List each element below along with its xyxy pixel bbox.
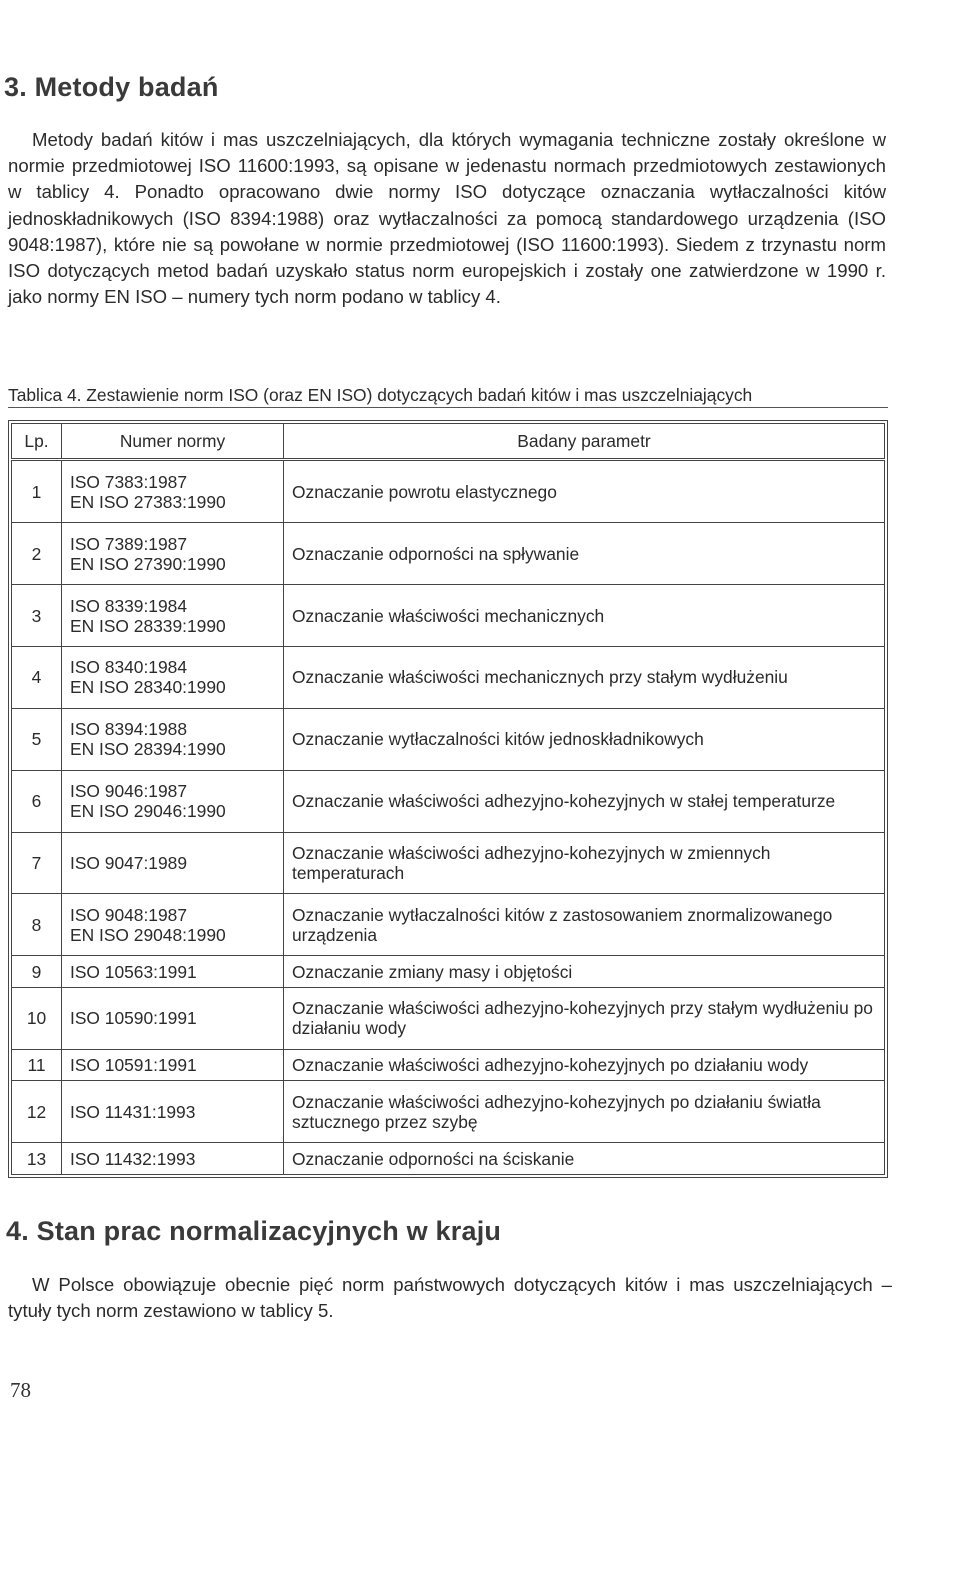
row-numer-normy: ISO 9046:1987 EN ISO 29046:1990 [62,770,284,832]
table-row [12,832,885,894]
row-numer-normy: ISO 11431:1993 [62,1081,284,1143]
table-row [12,647,885,709]
header-lp: Lp. [12,424,62,460]
table-4-caption: Tablica 4. Zestawienie norm ISO (oraz EN ISO) dotyczących badań kitów i mas uszczelniających [8,385,753,405]
page-number: 78 [10,1378,31,1402]
row-lp: 6 [12,770,62,832]
row-badany-parametr: Oznaczanie odporności na ściskanie [284,1143,885,1175]
row-badany-parametr: Oznaczanie właściwości adhezyjno-kohezyjnych w zmiennych temperaturach [284,832,885,894]
table-row [12,460,885,523]
row-numer-normy: ISO 10563:1991 [62,956,284,988]
table-row [12,1049,885,1081]
row-numer-normy: ISO 7383:1987 EN ISO 27383:1990 [62,460,284,523]
table-header-row [12,424,885,460]
row-lp: 7 [12,832,62,894]
row-lp: 4 [12,647,62,709]
table-row [12,956,885,988]
row-numer-normy: ISO 10590:1991 [62,987,284,1049]
row-lp: 2 [12,523,62,585]
row-numer-normy: ISO 8339:1984 EN ISO 28339:1990 [62,585,284,647]
row-lp: 10 [12,987,62,1049]
row-numer-normy: ISO 11432:1993 [62,1143,284,1175]
row-lp: 11 [12,1049,62,1081]
row-numer-normy: ISO 8394:1988 EN ISO 28394:1990 [62,708,284,770]
table-row [12,1081,885,1143]
row-lp: 5 [12,708,62,770]
caption-rule [8,407,888,408]
row-badany-parametr: Oznaczanie właściwości mechanicznych przy stałym wydłużeniu [284,647,885,709]
section-3-paragraph: Metody badań kitów i mas uszczelniających, dla których wymagania techniczne zostały określone w normie przedmiotowej ISO 11600:1993, są opisane w jedenastu normach przedmiotowych zestawionych w tablicy 4. Ponadto opracowano dwie normy ISO dotyczące oznaczania wytłaczalności kitów jednoskładnikowych (ISO 8394:1988) oraz wytłaczalności za pomocą standardowego urządzenia (ISO 9048:1987), które nie są powołane w normie przedmiotowej (ISO 11600:1993). Siedem z trzynastu norm ISO dotyczących metod badań uzyskało status norm europejskich i zostały one zatwierdzone w 1990 r. jako normy EN ISO – numery tych norm podano w tablicy 4. [8,129,886,308]
row-lp: 8 [12,894,62,956]
table-row [12,770,885,832]
row-lp: 13 [12,1143,62,1175]
row-badany-parametr: Oznaczanie wytłaczalności kitów jednoskładnikowych [284,708,885,770]
table-row [12,1143,885,1175]
row-badany-parametr: Oznaczanie odporności na spływanie [284,523,885,585]
section-4-heading: 4. Stan prac normalizacyjnych w kraju [6,1216,502,1246]
table-row [12,708,885,770]
header-numer-normy: Numer normy [62,424,284,460]
row-numer-normy: ISO 8340:1984 EN ISO 28340:1990 [62,647,284,709]
row-badany-parametr: Oznaczanie właściwości adhezyjno-kohezyjnych przy stałym wydłużeniu po działaniu wody [284,987,885,1049]
row-numer-normy: ISO 9047:1989 [62,832,284,894]
row-badany-parametr: Oznaczanie właściwości adhezyjno-kohezyjnych w stałej temperaturze [284,770,885,832]
table-row [12,987,885,1049]
row-lp: 1 [12,460,62,523]
table-row [12,523,885,585]
row-lp: 3 [12,585,62,647]
row-badany-parametr: Oznaczanie właściwości mechanicznych [284,585,885,647]
row-numer-normy: ISO 10591:1991 [62,1049,284,1081]
row-numer-normy: ISO 9048:1987 EN ISO 29048:1990 [62,894,284,956]
row-badany-parametr: Oznaczanie wytłaczalności kitów z zastosowaniem znormalizowanego urządzenia [284,894,885,956]
row-lp: 12 [12,1081,62,1143]
table-row [12,585,885,647]
table-row [12,894,885,956]
table-4 [11,423,885,1175]
row-numer-normy: ISO 7389:1987 EN ISO 27390:1990 [62,523,284,585]
row-badany-parametr: Oznaczanie zmiany masy i objętości [284,956,885,988]
row-badany-parametr: Oznaczanie właściwości adhezyjno-kohezyjnych po działaniu światła sztucznego przez szybę [284,1081,885,1143]
row-badany-parametr: Oznaczanie właściwości adhezyjno-kohezyjnych po działaniu wody [284,1049,885,1081]
header-badany-parametr: Badany parametr [284,424,885,460]
row-badany-parametr: Oznaczanie powrotu elastycznego [284,460,885,523]
section-4-paragraph: W Polsce obowiązuje obecnie pięć norm państwowych dotyczących kitów i mas uszczelniających – tytuły tych norm zestawiono w tablicy 5. [8,1274,892,1322]
section-3-heading: 3. Metody badań [4,72,219,102]
row-lp: 9 [12,956,62,988]
table-4-frame [8,420,888,1178]
